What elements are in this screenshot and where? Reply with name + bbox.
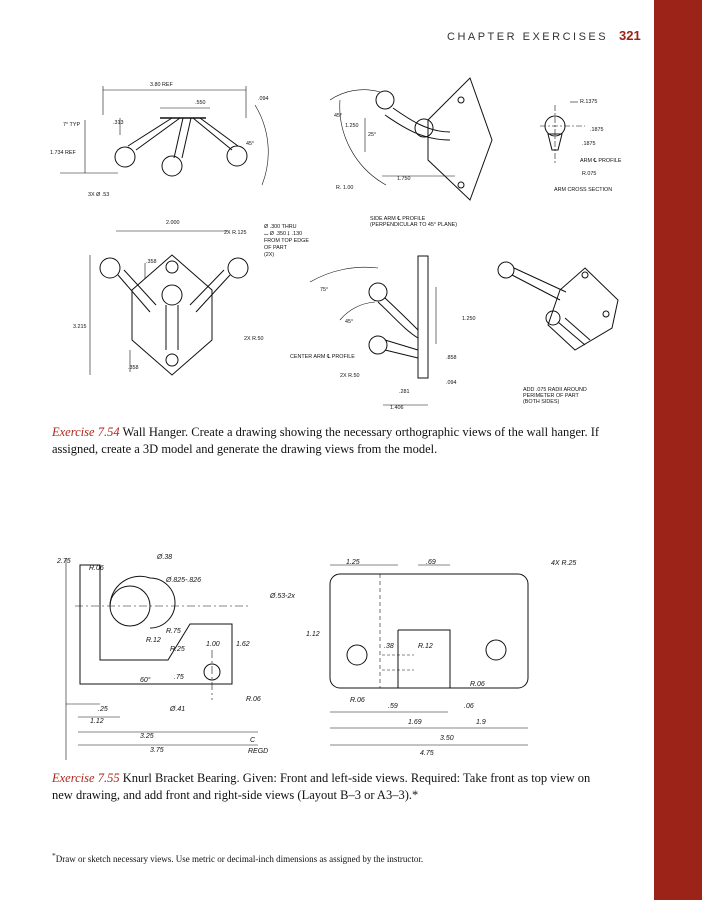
dim-label: Ø.53-2x xyxy=(270,593,295,600)
dim-label: 3.75 xyxy=(150,747,164,754)
dim-label: 1.62 xyxy=(236,641,250,648)
dim-label: 1.250 xyxy=(462,316,476,322)
dim-label: .59 xyxy=(388,703,398,710)
dim-label: 75° xyxy=(320,287,329,293)
dim-label: 1.9 xyxy=(476,719,486,726)
exercise-text: Knurl Bracket Bearing. Given: Front and left-side views. Required: Take front as top view on new drawing, and add front and right-side views (Layout B–3 or A3–3).* xyxy=(52,771,591,802)
dim-label: .38 xyxy=(384,643,394,650)
dim-label: 1.250 xyxy=(345,123,359,129)
dim-label: .094 xyxy=(446,380,457,386)
dim-label: OF PART xyxy=(264,245,287,251)
dim-label: 3.25 xyxy=(140,733,154,740)
dim-label: R.75 xyxy=(166,628,181,635)
dim-label: 1.12 xyxy=(90,718,104,725)
dim-label: .094 xyxy=(258,96,269,102)
dim-label: R.06 xyxy=(350,697,365,704)
dim-label: R.1375 xyxy=(580,99,598,105)
dim-label: .281 xyxy=(399,389,410,395)
dim-label: 45° xyxy=(345,319,354,325)
dim-label: 25° xyxy=(368,132,377,138)
dim-label: FROM TOP EDGE xyxy=(264,238,309,244)
dim-label: (2X) xyxy=(264,252,275,258)
dim-label: 60° xyxy=(140,677,151,684)
dim-label: PERIMETER OF PART xyxy=(523,393,579,399)
footnote-text: Draw or sketch necessary views. Use metric or decimal-inch dimensions as assigned by the instructor. xyxy=(55,854,424,864)
dim-label: Ø .300 THRU xyxy=(264,224,297,230)
dim-label: ARM ℄ PROFILE xyxy=(580,158,622,164)
dim-label: 3X Ø .53 xyxy=(88,192,110,198)
dim-label: Ø.825-.826 xyxy=(166,577,202,584)
dim-label: ARM CROSS SECTION xyxy=(554,187,613,193)
exercise-text: Wall Hanger. Create a drawing showing the necessary orthographic views of the wall hanger. If assigned, create a 3D model and generate the drawing views from the model. xyxy=(52,425,600,456)
dim-label: 45° xyxy=(334,113,343,119)
dim-label: R.12 xyxy=(418,643,433,650)
dim-label: .358 xyxy=(146,259,157,265)
dim-label: Ø.38 xyxy=(157,554,173,561)
dim-label: 2X R.50 xyxy=(340,373,360,379)
dim-label: .313 xyxy=(113,120,124,126)
dim-label: 7° TYP xyxy=(63,122,81,128)
dim-label: 1.69 xyxy=(408,719,422,726)
dim-label: 3.215 xyxy=(73,324,87,330)
dim-label: CENTER ARM ℄ PROFILE xyxy=(290,354,355,360)
dim-label: 4X R.25 xyxy=(551,560,577,567)
dim-label: 2.000 xyxy=(166,220,180,226)
dim-label: Ø.41 xyxy=(170,706,186,713)
dim-label: .358 xyxy=(128,365,139,371)
dim-label: .25 xyxy=(98,706,108,713)
dim-label: 45° xyxy=(246,141,255,147)
dim-label: 1.406 xyxy=(390,405,404,411)
exercise-7-55-caption xyxy=(52,770,612,804)
dim-label: .1875 xyxy=(582,141,596,147)
dim-label: 2.75 xyxy=(57,558,71,565)
dim-label: REGD xyxy=(248,748,269,755)
footnote-mark: * xyxy=(52,851,56,860)
dim-label: SIDE ARM ℄ PROFILE xyxy=(370,216,426,222)
dim-label: .1875 xyxy=(590,127,604,133)
dim-label: (BOTH SIDES) xyxy=(523,399,560,405)
dim-label: R.06 xyxy=(89,565,104,572)
dim-label: 1.734 REF xyxy=(50,150,76,156)
dim-label: .550 xyxy=(195,100,206,106)
dim-label: ADD .075 RADII AROUND xyxy=(523,387,587,393)
dim-label: .69 xyxy=(426,559,436,566)
dim-label: .06 xyxy=(464,703,474,710)
dim-label: 1.25 xyxy=(346,559,360,566)
dim-label: 1.12 xyxy=(306,631,320,638)
dim-label: 4.75 xyxy=(420,750,434,757)
chapter-color-bar xyxy=(654,0,702,900)
dim-label: 1.00 xyxy=(206,641,220,648)
dim-label: .75 xyxy=(174,674,184,681)
dim-label: ⌴ Ø .350 ↧ .130 xyxy=(264,231,303,237)
dim-label: 3.50 xyxy=(440,735,454,742)
dim-label: 1.750 xyxy=(397,176,411,182)
running-header: CHAPTER EXERCISES xyxy=(447,31,609,43)
footnote xyxy=(52,851,423,864)
page-number: 321 xyxy=(619,28,641,43)
dim-label: R. 1.00 xyxy=(336,185,354,191)
dim-label: 2X R.125 xyxy=(224,230,247,236)
dim-label: R.06 xyxy=(470,681,485,688)
exercise-label: Exercise 7.54 xyxy=(52,425,120,439)
dim-label: R.12 xyxy=(146,637,161,644)
dim-label: 2X R.50 xyxy=(244,336,264,342)
exercise-label: Exercise 7.55 xyxy=(52,771,120,785)
dim-label: R.25 xyxy=(170,646,185,653)
dim-label: 3.80 REF xyxy=(150,82,173,88)
dim-label: R.075 xyxy=(582,171,597,177)
dim-label: R.06 xyxy=(246,696,261,703)
dim-label: C xyxy=(250,737,256,744)
dim-label: .858 xyxy=(446,355,457,361)
dim-label: (PERPENDICULAR TO 45° PLANE) xyxy=(370,222,458,228)
